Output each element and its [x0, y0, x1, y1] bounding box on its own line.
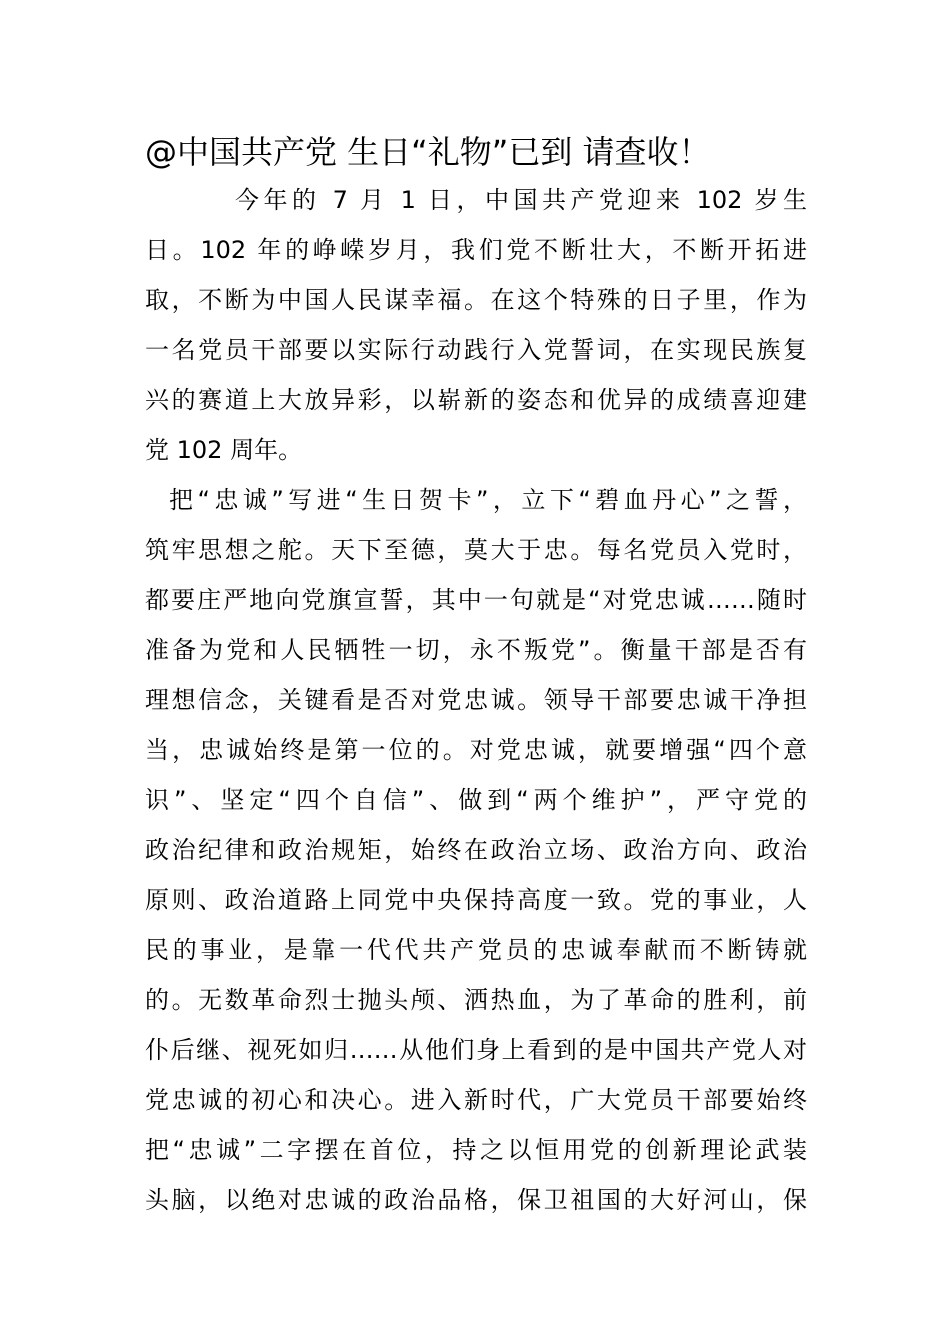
paragraph-1-line-2: 日。102 年的峥嵘岁月，我们党不断壮大，不断开拓进: [145, 236, 807, 264]
paragraph-2-line-7: 识”、坚定“四个自信”、做到“两个维护”，严守党的: [145, 786, 807, 814]
paragraph-2-line-9: 原则、政治道路上同党中央保持高度一致。党的事业，人: [145, 886, 807, 914]
paragraph-2-line-13: 党忠诚的初心和决心。进入新时代，广大党员干部要始终: [145, 1086, 807, 1114]
paragraph-2-line-3: 都要庄严地向党旗宣誓，其中一句就是“对党忠诚……随时: [145, 586, 807, 614]
document-title: @中国共产党 生日“礼物”已到 请查收！: [145, 133, 711, 171]
paragraph-2-line-10: 民的事业，是靠一代代共产党员的忠诚奉献而不断铸就: [145, 936, 807, 964]
paragraph-1-line-1: 今年的 7 月 1 日，中国共产党迎来 102 岁生: [235, 186, 807, 214]
paragraph-2-line-6: 当，忠诚始终是第一位的。对党忠诚，就要增强“四个意: [145, 736, 807, 764]
paragraph-2-line-15: 头脑，以绝对忠诚的政治品格，保卫祖国的大好河山，保: [145, 1186, 807, 1214]
paragraph-2-line-8: 政治纪律和政治规矩，始终在政治立场、政治方向、政治: [145, 836, 807, 864]
paragraph-1-line-6: 党 102 周年。: [145, 436, 303, 464]
paragraph-2-line-14: 把“忠诚”二字摆在首位，持之以恒用党的创新理论武装: [145, 1136, 807, 1164]
paragraph-2-line-1: 把“忠诚”写进“生日贺卡”，立下“碧血丹心”之誓，: [169, 486, 807, 514]
paragraph-2-line-2: 筑牢思想之舵。天下至德，莫大于忠。每名党员入党时，: [145, 536, 807, 564]
paragraph-2-line-4: 准备为党和人民牺牲一切，永不叛党”。衡量干部是否有: [145, 636, 807, 664]
paragraph-1-line-5: 兴的赛道上大放异彩，以崭新的姿态和优异的成绩喜迎建: [145, 386, 807, 414]
paragraph-2-line-5: 理想信念，关键看是否对党忠诚。领导干部要忠诚干净担: [145, 686, 807, 714]
paragraph-1-line-4: 一名党员干部要以实际行动践行入党誓词，在实现民族复: [145, 336, 807, 364]
paragraph-2-line-11: 的。无数革命烈士抛头颅、洒热血，为了革命的胜利，前: [145, 986, 807, 1014]
paragraph-2-line-12: 仆后继、视死如归……从他们身上看到的是中国共产党人对: [145, 1036, 807, 1064]
paragraph-1-line-3: 取，不断为中国人民谋幸福。在这个特殊的日子里，作为: [145, 286, 807, 314]
